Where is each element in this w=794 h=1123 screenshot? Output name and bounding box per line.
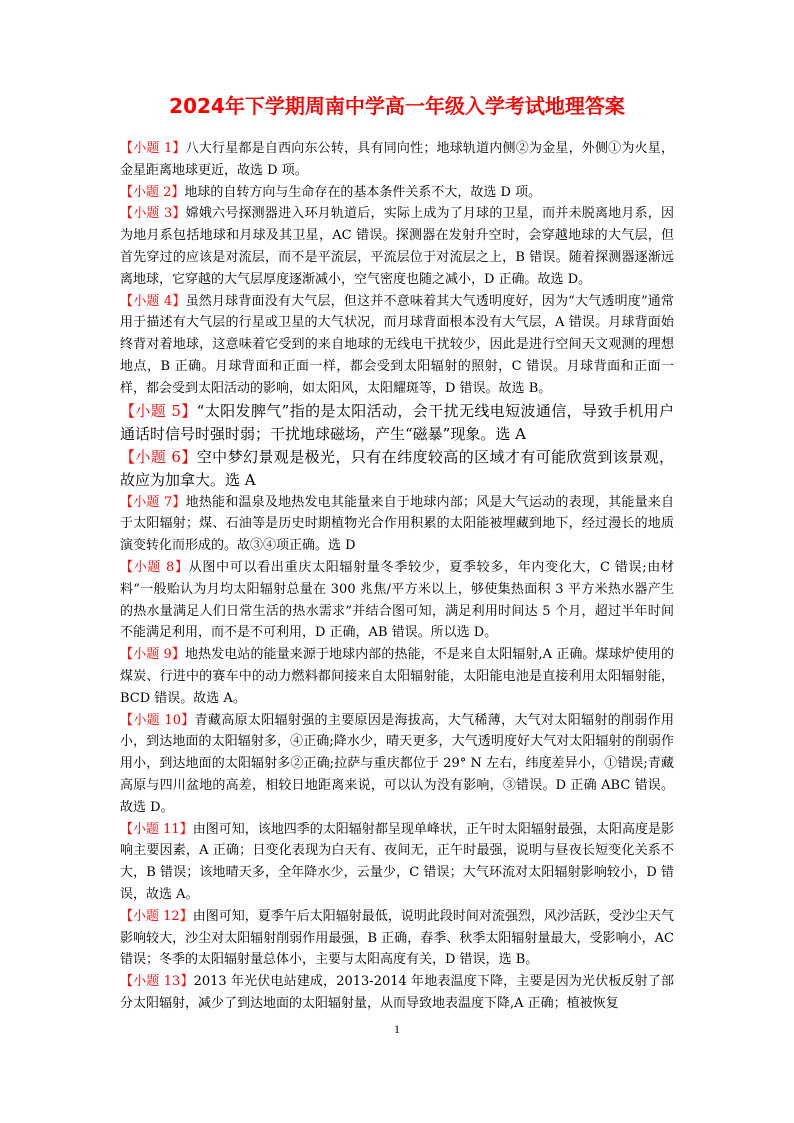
question-tag: 【小题 13】 (120, 974, 194, 990)
answer-text: 空中梦幻景观是极光，只有在纬度较高的区域才有可能欣赏到该景观，故应为加拿大。选 A (120, 447, 674, 489)
answer-item-3 (120, 203, 674, 290)
page-number: 1 (394, 1022, 400, 1036)
question-tag: 【小题 1】 (120, 141, 186, 156)
answer-text: 由图可知，该地四季的太阳辐射都呈现单峰状，正午时太阳辐射最强，太阳高度是影响主要因素，A 正确；日变化表现为白天有、夜间无，正午时最强，说明与昼夜长短变化关系不大，B 错误；该地晴天多，全年降水少，云量少，C 错误；大气环流对太阳辐射影响较小，D 错误，故选 A。 (120, 821, 674, 902)
question-tag: 【小题 7】 (120, 494, 186, 510)
answer-item-8 (120, 557, 674, 644)
question-tag: 【小题 10】 (120, 712, 195, 728)
answer-item-7 (120, 492, 674, 557)
question-tag: 【小题 2】 (120, 184, 185, 200)
answer-text: 地热发电站的能量来源于地球内部的热能，不是来自太阳辐射,A 正确。煤球炉使用的煤炭、行进中的赛车中的动力燃料都间接来自太阳辐射能，太阳能电池是直接利用太阳辐射能，BCD 错误。故选 A。 (120, 647, 674, 706)
answer-text: 地球的自转方向与生命存在的基本条件关系不大，故选 D 项。 (184, 184, 542, 200)
answer-text: 由图可知，夏季午后太阳辐射最低，说明此段时间对流强烈，风沙活跃，受沙尘天气影响较大，沙尘对太阳辐射削弱作用最强，B 正确，春季、秋季太阳辐射量最大，受影响小，AC 错误；冬季的太阳辐射量总体小，主要与太阳高度有关，D 错误，选 B。 (120, 908, 674, 968)
answer-text: 2013 年光伏电站建成，2013-2014 年地表温度下降，主要是因为光伏板反射了部分太阳辐射，减少了到达地面的太阳辐射量，从而导致地表温度下降,A 正确；植被恢复 (120, 974, 674, 1011)
answer-item-2 (120, 182, 674, 204)
question-tag: 【小题 12】 (120, 908, 193, 924)
answer-item-9 (120, 644, 674, 709)
answer-text: 青藏高原太阳辐射强的主要原因是海拔高，大气稀薄，大气对太阳辐射的削弱作用小，到达地面的太阳辐射多，④正确;降水少，晴天更多，大气透明度好大气对太阳辐射的削弱作用小，到达地面的太阳辐射多②正确;拉萨与重庆都位于 29° N 左右，纬度差异小，①错误;青藏高原与四川盆地的高差，相较日地距离来说，可以认为没有影响，③错误。D 正确 ABC 错误。故选 D。 (120, 712, 674, 815)
answer-text: 地热能和温泉及地热发电其能量来自于地球内部；风是大气运动的表现，其能量来自于太阳辐射；煤、石油等是历史时期植物光合作用积累的太阳能被埋藏到地下，经过漫长的地质演变转化而形成的。故③④项正确。选 D (120, 494, 674, 554)
answer-item-6 (120, 446, 674, 492)
question-tag: 【小题 5】 (120, 401, 197, 420)
answer-text: 八大行星都是自西向东公转，具有同向性；地球轨道内侧②为金星，外侧①为火星，金星距离地球更近，故选 D 项。 (120, 141, 674, 178)
answer-text: 从图中可以看出重庆太阳辐射量冬季较少，夏季较多，年内变化大，C 错误;由材料“一般贻认为月均太阳辐射总量在 300 兆焦/平方米以上，够使集热面积 3 平方米热水器产生的热水量满足人们日常生活的热水需求”并结合图可知，满足利用时间达 5 个月，超过半年时间不能满足利用，而不是不可利用，D 正确，AB 错误。所以选 D。 (120, 559, 674, 641)
answer-item-4 (120, 291, 674, 400)
answer-item-1 (120, 138, 674, 182)
answer-text: 嫦娥六号探测器进入环月轨道后，实际上成为了月球的卫星，而并未脱离地月系，因为地月系包括地球和月球及其卫星，AC 错误。探测器在发射升空时，会穿越地球的大气层，但首先穿过的应该是对流层，而不是平流层，平流层位于对流层之上，B 错误。随着探测器逐渐远离地球，它穿越的大气层厚度逐渐减小，空气密度也随之减小，D 正确。故选 D。 (120, 206, 674, 287)
document-title: 2024年下学期周南中学高一年级入学考试地理答案 (169, 94, 625, 118)
answer-item-13 (120, 971, 674, 1015)
answer-item-5 (120, 400, 674, 446)
answer-item-12 (120, 906, 674, 971)
answer-list (120, 138, 674, 1015)
answer-text: 虽然月球背面没有大气层，但这并不意味着其大气透明度好，因为“大气透明度”通常用于描述有大气层的行星或卫星的大气状况，而月球背面根本没有大气层，A 错误。月球背面始终背对着地球，这意味着它受到的来自地球的无线电干扰较少，因此是进行空间天文观测的理想地点，B 正确。月球背面和正面一样，都会受到太阳辐射的照射，C 错误。月球背面和正面一样，都会受到太阳活动的影响，如太阳风，太阳耀斑等，D 错误。故选 B。 (120, 293, 674, 396)
question-tag: 【小题 3】 (120, 206, 186, 222)
question-tag: 【小题 4】 (120, 293, 186, 309)
question-tag: 【小题 9】 (120, 647, 185, 663)
answer-item-11 (120, 819, 674, 906)
question-tag: 【小题 11】 (120, 821, 193, 837)
answer-item-10 (120, 710, 674, 819)
answer-text: “太阳发脾气”指的是太阳活动，会干扰无线电短波通信，导致手机用户通话时信号时强时弱；干扰地球磁场，产生“磁暴”现象。选 A (120, 401, 674, 443)
question-tag: 【小题 8】 (120, 559, 189, 575)
question-tag: 【小题 6】 (120, 447, 197, 466)
